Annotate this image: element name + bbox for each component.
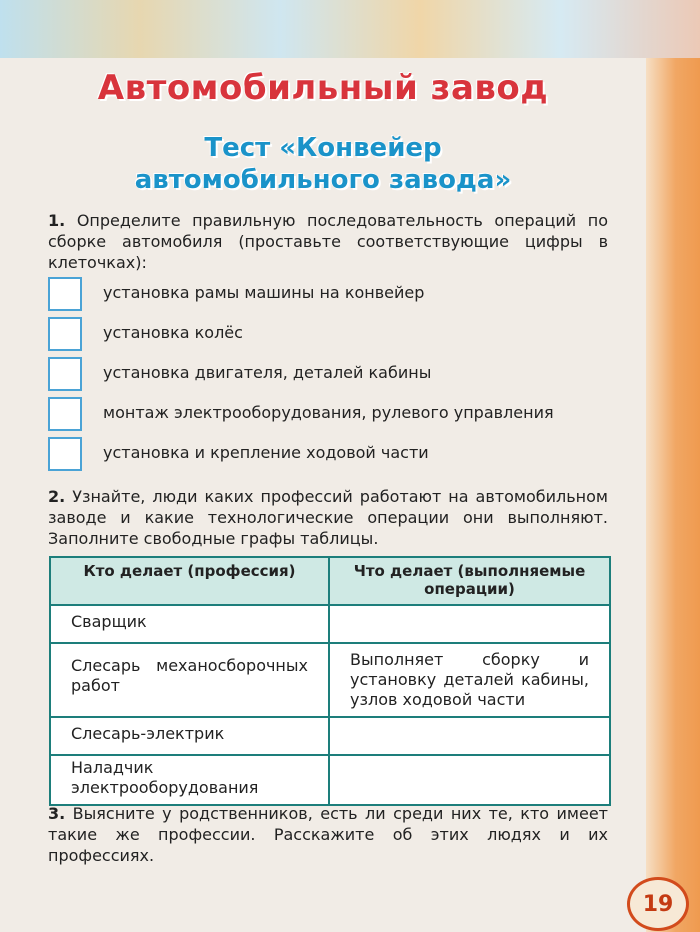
sequence-item	[48, 317, 608, 353]
sequence-item	[48, 437, 608, 473]
test-title	[0, 132, 646, 196]
decorative-margin-strip	[646, 58, 700, 932]
task2-paragraph	[48, 486, 608, 549]
sequence-item-label: установка колёс	[103, 323, 243, 342]
operation-cell: Выполняет сборку и установку деталей кабины, узлов ходовой части	[329, 643, 610, 717]
profession-cell: Сварщик	[50, 605, 329, 643]
operation-cell[interactable]	[329, 605, 610, 643]
operation-cell[interactable]	[329, 717, 610, 755]
task3-paragraph	[48, 803, 608, 866]
sequence-item-label: установка рамы машины на конвейер	[103, 283, 425, 302]
order-number-box[interactable]	[48, 277, 82, 311]
sequence-item	[48, 357, 608, 393]
sequence-item-label: монтаж электрооборудования, рулевого управления	[103, 403, 554, 422]
decorative-banner	[0, 0, 700, 58]
section-title: Автомобильный завод	[97, 68, 549, 108]
profession-cell: Наладчик электрооборудования	[50, 755, 329, 805]
header-profession: Кто делает (профессия)	[50, 557, 329, 605]
profession-cell: Слесарь-электрик	[50, 717, 329, 755]
task2-number: 2.	[48, 487, 66, 506]
task1-paragraph	[48, 210, 608, 273]
test-title-line1: Тест «Конвейер	[204, 133, 442, 163]
page-number: 19	[627, 877, 689, 931]
table-row	[50, 755, 610, 805]
order-number-box[interactable]	[48, 357, 82, 391]
professions-table	[49, 556, 611, 806]
task1-text: Определите правильную последовательность операций по сборке автомобиля (проставьте соответствующие цифры в клеточках):	[48, 211, 608, 272]
profession-cell: Слесарь механосборочных работ	[50, 643, 329, 717]
sequence-item	[48, 397, 608, 433]
task1-number: 1.	[48, 211, 66, 230]
task2-text: Узнайте, люди каких профессий работают на автомобильном заводе и какие технологические операции они выполняют. Заполните свободные графы таблицы.	[48, 487, 608, 548]
task3-text: Выясните у родственников, есть ли среди них те, кто имеет такие же профессии. Расскажите об этих людях и их профессиях.	[48, 804, 608, 865]
order-number-box[interactable]	[48, 437, 82, 471]
sequence-item-label: установка и крепление ходовой части	[103, 443, 429, 462]
table-row	[50, 643, 610, 717]
header-operations: Что делает (выполняемые операции)	[329, 557, 610, 605]
sequence-item-label: установка двигателя, деталей кабины	[103, 363, 432, 382]
order-number-box[interactable]	[48, 397, 82, 431]
test-title-line2: автомобильного завода»	[134, 165, 512, 195]
table-row	[50, 717, 610, 755]
task3-number: 3.	[48, 804, 66, 823]
table-row	[50, 605, 610, 643]
operation-cell[interactable]	[329, 755, 610, 805]
sequence-item	[48, 277, 608, 313]
table-header-row	[50, 557, 610, 605]
order-number-box[interactable]	[48, 317, 82, 351]
